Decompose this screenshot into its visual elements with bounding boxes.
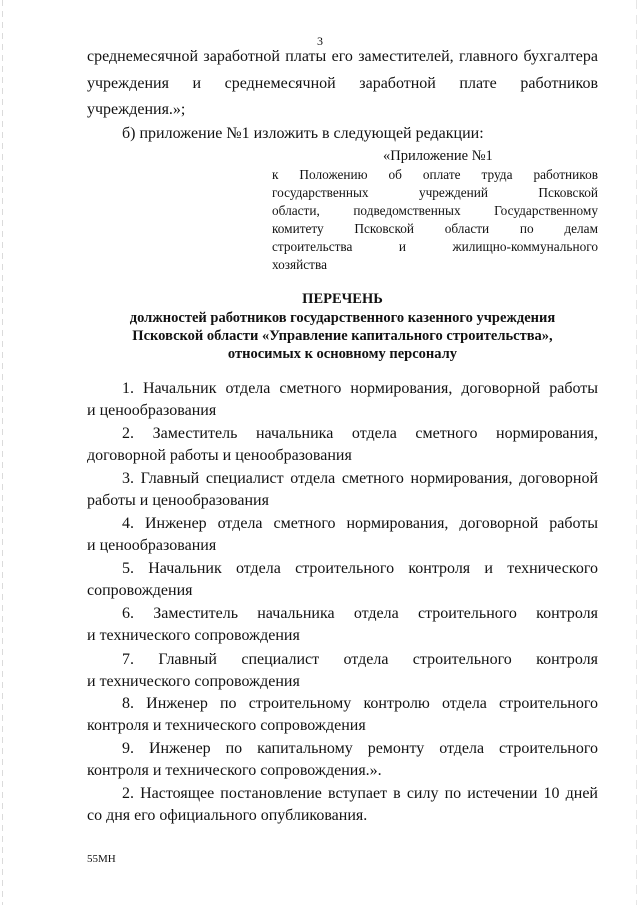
appendix-line-2: государственных учреждений Псковской [272,185,598,200]
footer-code: 55МН [87,853,116,865]
list-item-4-line-1: 4. Инженер отдела сметного нормирования, договорной работы [122,515,598,532]
list-item-6-line-1: 6. Заместитель начальника отдела строительного контроля [122,605,598,622]
list-item-9-line-2: контроля и технического сопровождения.». [87,762,382,779]
list-subtitle-line-2: Псковской области «Управление капитального строительства», [132,328,553,344]
list-item-2-line-2: договорной работы и ценообразования [87,447,352,464]
appendix-title: «Приложение №1 [383,148,493,164]
list-item-8-line-1: 8. Инженер по строительному контролю отдела строительного [122,695,598,712]
page-number: 3 [317,34,323,48]
list-item-9-line-1: 9. Инженер по капитальному ремонту отдела строительного [122,740,598,757]
list-item-7-line-2: и технического сопровождения [87,673,300,690]
list-item-1-line-2: и ценообразования [87,402,217,419]
list-item-5-line-2: сопровождения [87,582,193,599]
appendix-line-3: области, подведомственных Государственному [272,203,598,218]
appendix-line-4: комитету Псковской области по делам [272,221,598,236]
closing-line-2: со дня его официального опубликования. [87,807,368,824]
intro-line-4: б) приложение №1 изложить в следующей редакции: [122,125,484,142]
list-item-3-line-2: работы и ценообразования [87,492,269,509]
list-item-1-line-1: 1. Начальник отдела сметного нормирования, договорной работы [122,380,598,397]
closing-line-1: 2. Настоящее постановление вступает в силу по истечении 10 дней [122,785,598,802]
scan-edge-right [636,0,637,905]
intro-line-1: среднемесячной заработной платы его заместителей, главного бухгалтера [87,48,598,65]
list-subtitle-line-1: должностей работников государственного казенного учреждения [129,310,556,326]
intro-line-3: учреждения.»; [87,101,186,118]
list-subtitle-line-3: относимых к основному персоналу [227,346,458,362]
list-item-7-line-1: 7. Главный специалист отдела строительного контроля [122,651,598,668]
list-item-3-line-1: 3. Главный специалист отдела сметного нормирования, договорной [122,470,598,487]
list-item-6-line-2: и технического сопровождения [87,627,300,644]
list-item-8-line-2: контроля и технического сопровождения [87,717,366,734]
scan-edge-left [2,0,3,905]
list-item-2-line-1: 2. Заместитель начальника отдела сметного нормирования, [122,425,598,442]
intro-line-2: учреждения и среднемесячной заработной плате работников [87,75,598,92]
list-item-4-line-2: и ценообразования [87,537,217,554]
appendix-line-6: хозяйства [272,257,327,272]
appendix-line-1: к Положению об оплате труда работников [272,167,598,182]
list-title: ПЕРЕЧЕНЬ [302,291,383,307]
list-item-5-line-1: 5. Начальник отдела строительного контроля и технического [122,560,598,577]
appendix-line-5: строительства и жилищно-коммунального [272,239,598,254]
